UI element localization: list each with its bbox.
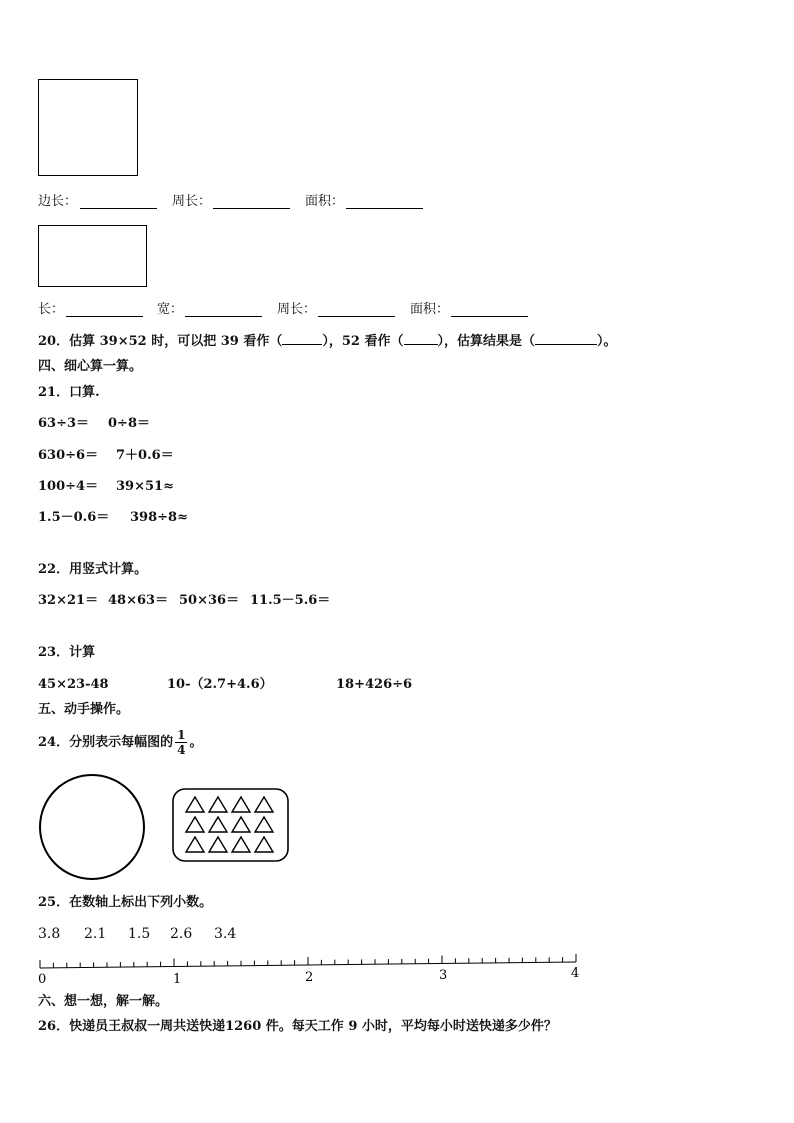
triangles-panel [172, 788, 290, 864]
question-23-title: 23．计算 [38, 645, 96, 660]
q20-text-b: ），52 看作（ [322, 334, 404, 349]
q21-item: 100÷4＝ [38, 479, 99, 494]
q24-text-end: 。 [189, 735, 203, 750]
rect-perimeter-blank[interactable] [318, 316, 395, 317]
triangle-shape [186, 837, 204, 852]
q21-item: 7＋0.6＝ [116, 448, 174, 463]
section-4-heading: 四、细心算一算。 [38, 359, 143, 374]
q21-item: 398÷8≈ [130, 510, 188, 525]
q21-item: 63÷3＝ [38, 416, 90, 431]
decimal-item: 2.6 [170, 926, 193, 942]
rect-area-blank[interactable] [451, 316, 528, 317]
axis-label: 3 [439, 968, 448, 983]
axis-label: 1 [173, 972, 182, 986]
rect-area-label: 面积： [410, 302, 450, 317]
triangle-shape [209, 837, 227, 852]
question-26: 26．快递员王叔叔一周共送快递1260 件。每天工作 9 小时，平均每小时送快递多少件？ [38, 1019, 557, 1034]
triangle-shape [186, 797, 204, 812]
rectangle-figure [38, 225, 147, 287]
question-20 [38, 333, 617, 350]
triangle-shape [186, 817, 204, 832]
section-6-heading: 六、想一想，解一解。 [38, 994, 169, 1009]
triangle-shape [209, 797, 227, 812]
square-perimeter-label: 周长： [172, 194, 212, 209]
triangle-shape [209, 817, 227, 832]
axis-label: 2 [305, 970, 314, 985]
fraction-numerator: 1 [177, 728, 186, 742]
q23-item: 10-（2.7+4.6） [167, 677, 273, 692]
rect-width-label: 宽： [157, 302, 184, 317]
q21-item: 1.5－0.6＝ [38, 510, 110, 525]
triangle-shape [255, 797, 273, 812]
question-24 [38, 725, 202, 761]
q20-text-c: ），估算结果是（ [437, 334, 536, 349]
decimal-item: 1.5 [128, 926, 151, 942]
square-area-blank[interactable] [346, 208, 423, 209]
square-side-blank[interactable] [80, 208, 157, 209]
circle-figure [36, 771, 148, 883]
rect-perimeter-label: 周长： [277, 302, 317, 317]
decimal-item: 3.8 [38, 926, 61, 942]
decimal-item: 2.1 [84, 926, 107, 942]
axis-label: 0 [38, 972, 47, 986]
q23-item: 45×23-48 [38, 677, 109, 692]
q22-item: 11.5－5.6＝ [250, 593, 331, 608]
decimal-item: 3.4 [214, 926, 237, 942]
q21-item: 0÷8＝ [108, 416, 150, 431]
q22-item: 48×63＝ [108, 593, 169, 608]
triangle-shape [232, 817, 250, 832]
triangle-shape [255, 837, 273, 852]
square-perimeter-blank[interactable] [213, 208, 290, 209]
q22-item: 50×36＝ [179, 593, 240, 608]
q20-text-a: 20．估算 39×52 时，可以把 39 看作（ [38, 334, 283, 349]
square-figure [38, 79, 138, 176]
section-5-heading: 五、动手操作。 [38, 702, 130, 717]
q22-item: 32×21＝ [38, 593, 99, 608]
question-22-title: 22．用竖式计算。 [38, 562, 148, 577]
q21-item: 630÷6＝ [38, 448, 99, 463]
rect-width-blank[interactable] [185, 316, 262, 317]
q24-text: 24．分别表示每幅图的 [38, 735, 174, 750]
triangle-shape [232, 837, 250, 852]
question-25-title: 25．在数轴上标出下列小数。 [38, 895, 213, 910]
axis-label: 4 [571, 966, 580, 981]
q20-blank-3[interactable] [535, 333, 597, 345]
q21-item: 39×51≈ [116, 479, 174, 494]
fraction-one-quarter [175, 728, 187, 757]
question-21-title: 21．口算. [38, 385, 100, 400]
rect-length-blank[interactable] [66, 316, 143, 317]
triangle-shape [255, 817, 273, 832]
q20-blank-1[interactable] [282, 333, 322, 345]
rect-length-label: 长： [38, 302, 65, 317]
square-side-label: 边长： [38, 194, 78, 209]
number-line [34, 952, 584, 986]
fraction-denominator: 4 [177, 743, 186, 757]
square-area-label: 面积： [305, 194, 345, 209]
q23-item: 18+426÷6 [336, 677, 413, 692]
q20-blank-2[interactable] [404, 333, 438, 345]
triangle-shape [232, 797, 250, 812]
q20-text-d: ）。 [597, 334, 617, 349]
